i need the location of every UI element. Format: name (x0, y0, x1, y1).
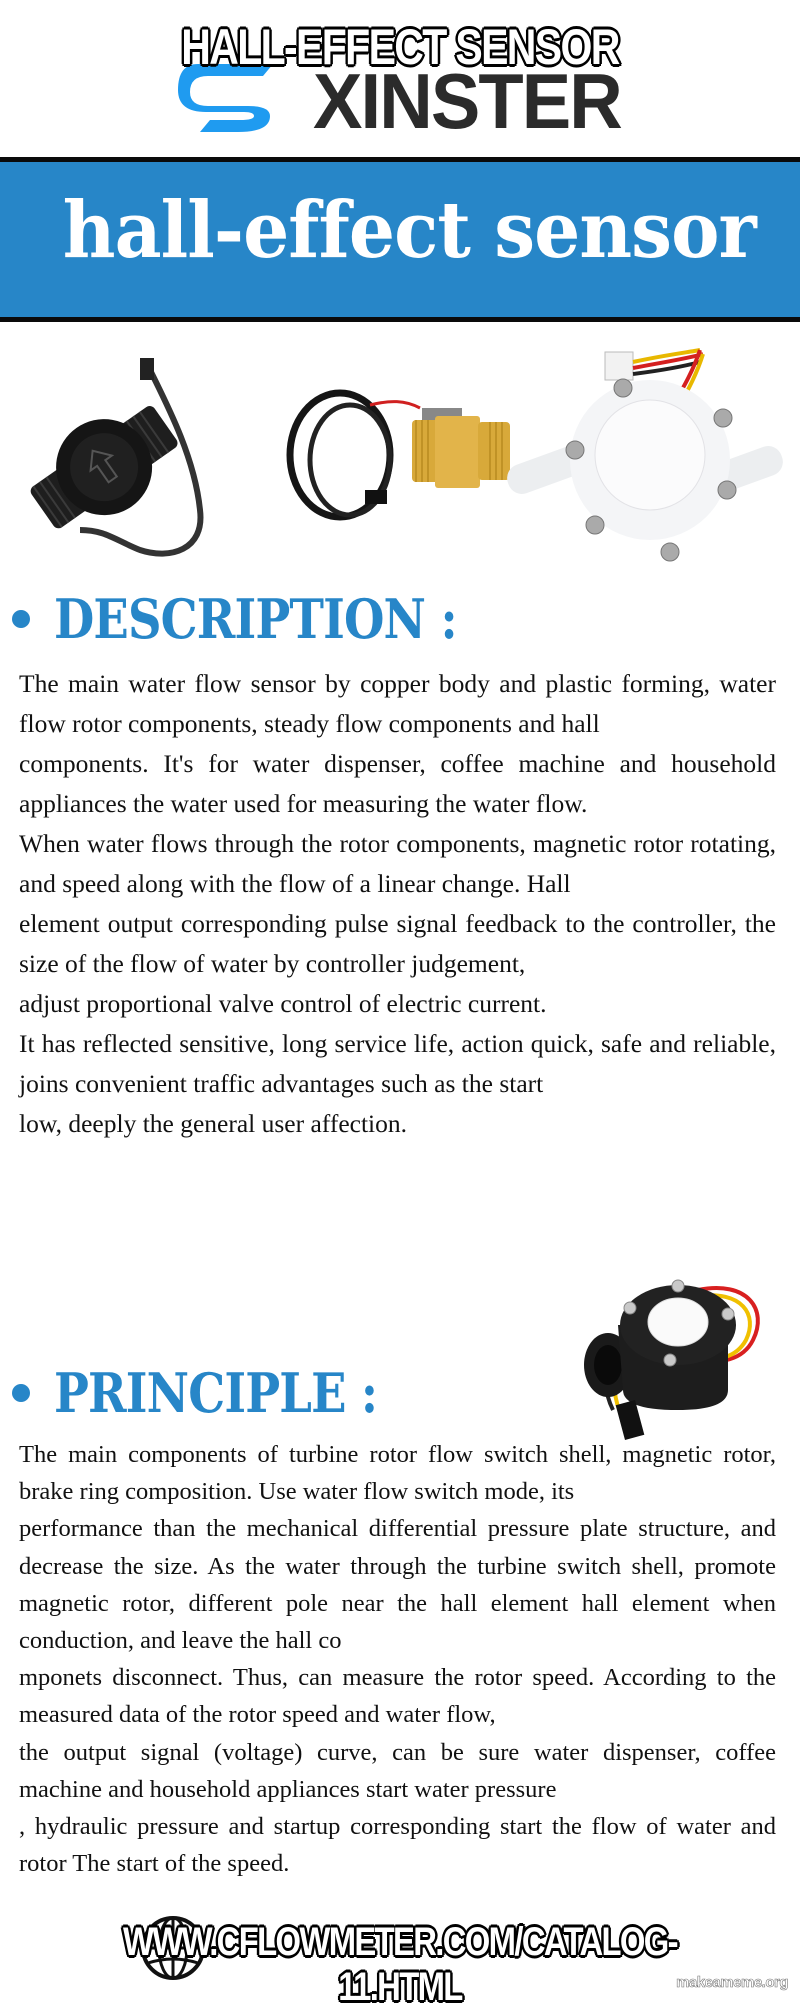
header-logo-area (0, 0, 800, 157)
meme-top-caption: HALL-EFFECT SENSOR (181, 19, 619, 75)
description-paragraph-2: components. It's for water dispenser, coffee machine and household appliances the water used for measuring the water flow. (19, 749, 776, 818)
description-paragraph-5: adjust proportional valve control of electric current. (19, 989, 547, 1018)
description-body (19, 664, 776, 1144)
black-plastic-flow-sensor-image (20, 350, 270, 560)
product-images-row (0, 340, 800, 570)
meme-bottom-caption: WWW.CFLOWMETER.COM/CATALOG-11.HTML (123, 1920, 677, 2009)
description-paragraph-6: It has reflected sensitive, long service life, action quick, safe and reliable, joins convenient traffic advantages such as the start (19, 1029, 776, 1098)
principle-paragraph-5: , hydraulic pressure and startup corresponding start the flow of water and rotor The start of the speed. (19, 1813, 776, 1878)
title-banner (0, 157, 800, 322)
banner-title: hall-effect sensor (62, 185, 756, 276)
principle-body (19, 1436, 776, 1882)
principle-paragraph-3: mponets disconnect. Thus, can measure the rotor speed. According to the measured data of the rotor speed and water flow, (19, 1664, 776, 1729)
brass-flow-sensor-image (280, 380, 530, 530)
description-paragraph-7: low, deeply the general user affection. (19, 1109, 408, 1138)
principle-heading: PRINCIPLE : (8, 1366, 430, 1420)
principle-paragraph-1: The main components of turbine rotor flow switch shell, magnetic rotor, brake ring composition. Use water flow switch mode, its (19, 1441, 776, 1506)
description-heading: DESCRIPTION : (8, 592, 522, 646)
logo-wordmark: XINSTER (313, 57, 621, 145)
bullet-icon (12, 610, 30, 628)
principle-paragraph-2: performance than the mechanical differential pressure plate structure, and decrease the size. As the water through the turbine switch shell, promote magnetic rotor, different pole near the hall element hall element when conduction, and leave the hall co (19, 1515, 776, 1655)
bullet-icon (12, 1384, 30, 1402)
description-paragraph-4: element output corresponding pulse signal feedback to the controller, the size of the flow of water by controller judgement, (19, 909, 776, 978)
white-plastic-flow-sensor-image (505, 340, 795, 570)
description-paragraph-1: The main water flow sensor by copper body and plastic forming, water flow rotor components, steady flow components and hall (19, 669, 776, 738)
principle-paragraph-4: the output signal (voltage) curve, can be sure water dispenser, coffee machine and household appliances start water pressure (19, 1738, 776, 1803)
black-flow-sensor-with-connector-image (578, 1270, 778, 1442)
description-paragraph-3: When water flows through the rotor components, magnetic rotor rotating, and speed along with the flow of a linear change. Hall (19, 829, 776, 898)
makeameme-watermark: makeameme.org (676, 1974, 788, 1991)
